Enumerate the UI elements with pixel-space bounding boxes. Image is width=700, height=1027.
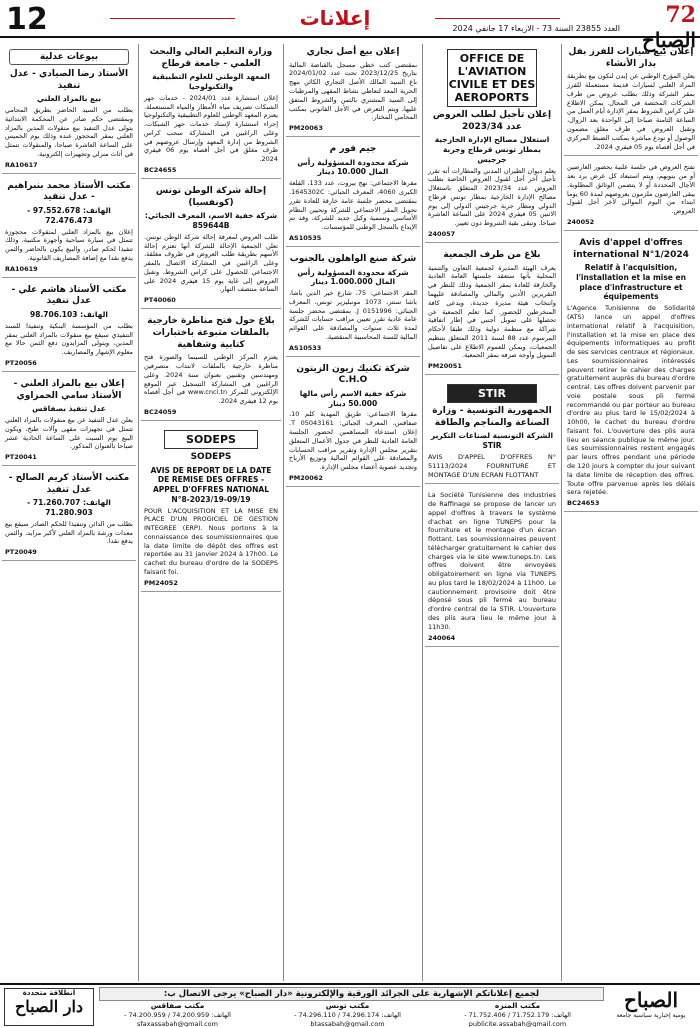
column-divider	[422, 44, 423, 981]
office-tunis: مكتب تونس الهاتف: 74.296.174 / 74.296.110 - btassabah@gmail.com	[294, 1001, 401, 1027]
footer-logo-dar-assabah[interactable]: انطلاقة متجددة دار الصباح	[4, 988, 94, 1026]
ad-block	[141, 44, 281, 179]
ad-block	[141, 313, 281, 421]
ad-reference: PM20063	[289, 124, 323, 133]
ad-reference: 240052	[567, 217, 595, 226]
ad-block	[564, 160, 698, 231]
ad-title: إعلان بيع أصل تجاري	[306, 47, 400, 57]
ad-subtitle: الشركة التونسية لصناعات التكرير STIR	[430, 431, 554, 451]
ad-body: بطلب من الدائن وتنفيذا للحكم الصادر سيقع بيع معدات ورشة بالمزاد العلني لأكبر مزايد، والثمن يدفع نقدا.	[5, 519, 133, 546]
ad-block	[286, 251, 420, 357]
ad-subtitle: شركة خفية الاسم رأس مالها 50.000 دينار	[299, 388, 407, 408]
ad-body: بطلب من المؤسسة البنكية وتنفيذا للسند التنفيذي سيقع بيع منقولات بالمزاد العلني بمقر المدين، ويتولى المزايدون دفع الثمن حالا مع معلوم الإشهار والمصاريف.	[5, 321, 133, 357]
ad-block	[425, 247, 559, 375]
section-stripe: بيوعات عدلية	[9, 49, 129, 65]
ad-body: L'Agence Tunisienne de Solidarité (ATS) lance un appel d'offres international relatif à l'acquisition, l'installation et la mise en place des équipements informatiques au profit de ses services centraux et régionaux. Les soumissionnaires intéressés peuvent retirer le cahier des charges gratuitement auprès du bureau d'ordre central. Les offres doivent parvenir par voie postale sous pli fermé recommandé ou par porteur au bureau d'ordre au plus tard le 15/02/2024 à 10h00, le cachet du bureau d'ordre faisant foi. L'ouverture des plis aura lieu en séance publique le même jour. Les soumissionnaires restent engagés par leurs offres pendant une période de 120 jours à compter du jour suivant la date limite de réception des offres. Toute offre parvenue après les délais sera rejetée.	[567, 304, 695, 497]
ad-reference: AS10533	[289, 343, 322, 352]
newspaper-logo[interactable]	[618, 2, 696, 52]
ad-reference: PT20049	[5, 548, 37, 557]
ad-title: شركة صنع الواهلون بالجنوب	[289, 253, 417, 264]
ad-subtitle: عدل تنفيذ بصفاقس	[32, 404, 106, 414]
ad-block	[2, 178, 136, 278]
ad-block	[2, 470, 136, 561]
ad-subtitle: شركة خفية الاسم، المعرف الجبائي: 859644B	[144, 211, 278, 231]
logo-accent: 72	[665, 2, 696, 28]
ad-body: المقر الاجتماعي: 75، شارع خير الدين باشا، باشا سنتر، 1073 مونبليزير تونس، المعرف الجبائي: 0151996 J. بمقتضى محضر جلسة عامة عادية تقرر تعيين مراقب حسابات للشركة لمدة ثلاث سنوات والمصادقة على القوائم المالية للسنة المحاسبية المنقضية.	[289, 289, 417, 341]
ad-subtitle: المعهد الوطني للعلوم التطبيقية والتكنولوجيا	[152, 72, 270, 92]
ad-block	[286, 44, 420, 137]
advertiser-logo: STIR	[447, 384, 537, 403]
ad-title: إعلان بيع بالمزاد العلني - الأستاذ سامي الحمزاوي	[13, 378, 125, 401]
ad-body: مقرها الاجتماعي: طريق المهدية كلم 10، صفاقس، المعرف الجبائي: 05043161 T. إعلان استدعاء المساهمين لحضور الجلسة العامة العادية للنظر في جدول الأعمال المتعلق بتقرير مجلس الإدارة وتقرير مراقب الحسابات والمصادقة على القوائم المالية وتوزيع الأرباح وتجديد عضوية أعضاء مجلس الإدارة.	[289, 410, 417, 472]
ad-title: إعلان بيع سيارات للفرز بفل بدار الأنشاء	[568, 47, 694, 69]
ad-body: يعلن المؤرخ الوطني عن إيدن لنكون بيع بطريقة المزاد العلني لسيارات قديمة مستعملة للفرز بمقر الشركة وذلك بطلب عروض من طرف الشركات المختصة في المجال. يمكن الاطلاع على كراس الشروط بمقر الإدارة أيام العمل من الساعة الثامنة صباحا إلى الواحدة بعد الزوال، وتقبل العروض في ظرف مغلق مضمون الوصول أو تودع مباشرة بمكتب الضبط المركزي في أجل أقصاه يوم 05 فيفري 2024.	[567, 72, 695, 151]
ad-reference: BC24653	[567, 499, 600, 508]
footer-logo-assabah[interactable]: الصباح يومية إخبارية سياسية جامعة	[616, 988, 686, 1019]
ad-block	[425, 379, 559, 484]
office-menzah: مكتب المنزه الهاتف: 71.752.179 / 71.752.406 - publicite.assabah@gmail.com	[464, 1001, 571, 1027]
ad-subtitle: شركة محدودة المسؤولية رأس المال 10.000 دينار	[297, 157, 409, 177]
ad-title: جيم فور م	[329, 144, 377, 155]
section-title: إعلانات	[235, 6, 435, 30]
column-divider	[561, 44, 562, 981]
ad-reference: BC24655	[144, 166, 177, 174]
ad-block	[286, 361, 420, 487]
page-number: 12	[6, 2, 48, 37]
ad-block	[2, 282, 136, 372]
ad-body: يعرف الهيئة المديرة لجمعية التعاون والتنمية المحلية بأنها ستعقد جلستها العامة العادية والخارقة للعادة بمقر الجمعية وذلك للنظر في التقريرين الأدبي والمالي والمصادقة عليهما وانتخاب هيئة مديرة جديدة، ويدعى كافة المنخرطين للحضور. كما تعلم الجمعية عن تحصلها على تمويل أجنبي في إطار اتفاقية شراكة مع منظمة دولية وذلك طبقا لأحكام المرسوم عدد 88 لسنة 2011 المتعلق بتنظيم الجمعيات، ويمكن للعموم الاطلاع على تفاصيل التمويل وأوجه صرفه بمقر الجمعية.	[428, 263, 557, 360]
ad-title: إحالة شركة الوطن تونس (كونفسيا)	[155, 186, 267, 208]
ad-reference: PM24052	[144, 578, 178, 587]
ad-body: طلب العروض لمعرفة إحالة شركة الوطن تونس. تعلن الجمعية الإحالة للشركة أنها تعتزم إحالة الأسهم بطريقة طلب العروض في ظروف مغلقة، وعلى الراغبين في المشاركة الاتصال بالمقر الاجتماعي للحصول على كراس الشروط، وتقبل العروض إلى غاية يوم 15 فيفري 2024 على الساعة منتصف النهار.	[144, 232, 278, 294]
contact-banner: لجميع إعلاناتكم الإشهارية على الجرائد الورقية والإلكترونية «دار الصباح» يرجى الاتصال ب:	[99, 987, 604, 1001]
ad-reference: BC24059	[144, 407, 177, 416]
ad-block	[2, 376, 136, 466]
advertiser-logo: OFFICE DE L'AVIATION CIVILE ET DES AEROPORTS	[447, 49, 537, 107]
ad-body: POUR L'ACQUISITION ET LA MISE EN PLACE D'UN PROGICIEL DE GESTION INTEGREE (ERP). Nous portons à la connaissance des soumissionnaires que la date limite de dépôt des offres est reportée au 31 janvier 2024 à 17h00. Le cachet du bureau d'ordre de la SODEPS faisant foi.	[144, 506, 278, 576]
ad-subtitle: الهاتف: 97.552.678 - 72.476.473	[27, 206, 111, 225]
ad-body: AVIS D'APPEL D'OFFRES N° 51113/2024 FOURNITURE ET MONTAGE D'UN ECRAN FLOTTANT	[428, 452, 556, 479]
ad-title: مكتب الأستاذ هاشم علي - عدل تنفيذ	[11, 284, 127, 307]
column-5-judicial-sales	[2, 44, 136, 981]
ad-body: إعلان استشارة عدد 2024/01 - خدمات جهر الشبكات تصريف مياه الأمطار والمياه المستعملة. يعتزم المعهد الوطني للعلوم التطبيقية والتكنولوجيا إجراء استشارة لإسناد خدمات جهر الشبكات، وعلى الراغبين في المشاركة سحب كراس الشروط من إدارة المعهد وإرسال عروضهم في ظرف مغلق في أجل أقصاه يوم 06 فيفري 2024.	[144, 93, 278, 164]
ad-title: وزارة التعليم العالي والبحث العلمي - جامعة قرطاج	[149, 47, 273, 69]
column-1	[564, 44, 698, 981]
ad-block	[286, 141, 420, 247]
ad-title: الجمهورية التونسية - وزارة الصناعة والمناجم والطاقة	[432, 406, 552, 428]
ad-block	[425, 488, 559, 646]
ad-title: مكتب الأستاذ كريم الصالح - عدل تنفيذ	[8, 473, 130, 495]
office-sfax: مكتب صفاقس الهاتف: 74.200.959 / 74.200.959 - sfaxassabah@gmail.com	[124, 1001, 231, 1027]
ad-body: La Société Tunisienne des Industries de Raffinage se propose de lancer un appel d'offres à travers le système d'achat en ligne TUNEPS pour la fourniture et le montage d'un écran flottant. Les soumissionnaires peuvent télécharger gratuitement le cahier des charges via le site www.tuneps.tn. Les offres doivent être envoyées obligatoirement en ligne via TUNEPS au plus tard le 18/02/2024 à 11h00. Le cautionnement provisoire doit être déposé sous pli fermé au bureau d'ordre central de la STIR. L'ouverture des plis aura lieu le même jour à 11h30.	[428, 491, 556, 631]
ad-reference: 240057	[428, 229, 456, 238]
ad-subtitle: Relatif à l'acquisition, l'installation et la mise en place d'infrastructure et équipements	[576, 263, 686, 302]
ad-body: يعلم ديوان الطيران المدني والمطارات أنه تقرر تأجيل آخر أجل لقبول العروض الخاصة بطلب العروض عدد 2023/34 المتعلق باستغلال مصالح الإدارة الخارجية بمطار تونس قرطاج الدولي ومطار جربة جرجيس الدولي إلى يوم الاثنين 05 فيفري 2024 على الساعة العاشرة صباحا. وتبقى بقية الشروط دون تغيير.	[428, 166, 556, 228]
ad-body: مقرها الاجتماعي: نهج بيروت، عدد 133، القلعة الكبرى 4060، المعرف الجبائي: 1645302C. بمقتضى محضر جلسة عامة خارقة للعادة تقرر تحويل المقر الاجتماعي للشركة وتحيين النظام الأساسي وتسمية وكيل جديد للشركة، وقد تم الإيداع بالسجل الوطني للمؤسسات.	[289, 179, 418, 232]
column-divider	[138, 44, 139, 981]
ad-reference: PT20041	[5, 453, 37, 462]
ad-body: تفتح العروض في جلسة علنية بحضور العارضين أو من ينوبهم، ويتم استبعاد كل عرض يرد بعد الآجال المحددة أو لا يتضمن الوثائق المطلوبة. يبقى العارضون ملزمون بعروضهم لمدة 60 يوما ابتداء من اليوم الموالي لآخر أجل لقبول العروض.	[567, 163, 695, 216]
ad-title: بلاغ من طرف الجمعية	[443, 249, 541, 260]
ad-subtitle: AVIS DE REPORT DE LA DATE DE REMISE DES OFFRES - APPEL D'OFFRES NATIONAL N°8-2023/19-09/19	[150, 465, 272, 504]
ad-reference: RA10619	[5, 264, 38, 273]
ad-reference: RA10617	[5, 160, 38, 169]
ad-subtitle: شركة محدودة المسؤولية رأس المال 1.000.000 دينار	[297, 267, 409, 287]
ad-subtitle: الهاتف: 98.706.103	[30, 310, 108, 320]
ad-reference: PM20051	[428, 362, 462, 371]
ad-body: إعلان بيع بالمزاد العلني لمنقولات محجوزة تتمثل في سيارة سياحية وأجهزة مكتبية، وذلك تنفيذا لحكم صادر، والبيع يكون بالحاضر والثمن يدفع نقدا مع إضافة المصاريف القانونية.	[5, 227, 133, 262]
ad-title: بلاغ حول فتح مناظرة خارجية بالملفات متبوعة باختبارات كتابية وشفاهية	[147, 316, 275, 350]
ad-block	[141, 183, 281, 309]
ad-subtitle: استغلال مصالح الإدارة الخارجية بمطار تونس قرطاج وجربة جرجيس	[434, 135, 550, 164]
page-footer	[0, 983, 700, 1027]
ad-block	[2, 44, 136, 174]
ad-reference: 240064	[428, 633, 456, 642]
ad-title: إعلان تأجيل لطلب العروض عدد 2023/34	[432, 110, 552, 132]
ad-reference: PM20062	[289, 473, 323, 482]
ad-body: يعلن عدل التنفيذ عن بيع منقولات بالمزاد العلني تتمثل في تجهيزات مقهى وآلات طبخ، ويكون البيع يوم السبت على الساعة الحادية عشر صباحا بالعنوان المذكور.	[5, 415, 133, 451]
issue-line: العدد 23855 السنة 73 - الاربعاء 17 جانفي 2024	[452, 24, 620, 33]
ad-title: شركة تكنيك زيون الزيتون C.H.O	[296, 363, 410, 386]
column-4	[141, 44, 281, 981]
ad-reference: PT40060	[144, 296, 176, 305]
ad-title: SODEPS	[190, 451, 232, 462]
ad-reference: AS10535	[289, 233, 322, 242]
column-3	[286, 44, 420, 981]
column-divider	[283, 44, 284, 981]
ad-body: بطلب من السيد الحاضر بطريق المحامي وبمقتضى حكم صادر عن المحكمة الابتدائية يتولى عدل التنفيذ بيع منقولات المدين بالمزاد العلني بمقر المحجوز عنده وذلك يوم الخميس على الساعة العاشرة صباحا، والمنقولات تتمثل في أثاث منزلي وتجهيزات إلكترونية.	[5, 106, 133, 158]
ad-block	[564, 44, 698, 156]
ad-block	[141, 425, 281, 592]
ad-block	[564, 235, 698, 512]
ad-block	[425, 44, 559, 243]
ad-title: Avis d'appel d'offres international N°1/2024	[573, 237, 689, 260]
ad-subtitle: الهاتف: 71.260.707 - 71.280.903	[27, 498, 111, 518]
column-2	[425, 44, 559, 981]
ad-body: بمقتضى كتب خطي مسجل بالقباضة المالية بتاريخ 2023/12/25 تحت عدد 2024/01/02 باع السيد المالك الأصل التجاري الكائن بنهج الحرية المعد لتعاطي نشاط المقهى والمرطبات إلى السيد المشتري بالثمن والشروط المتفق عليها، ويتم التعرض في الأجل القانوني بمكتب المحامي المختار.	[289, 60, 417, 122]
ad-body: يعتزم المركز الوطني للسينما والصورة فتح مناظرة خارجية بالملفات لانتداب متصرفين ومهندسين وتقنيين بعنوان سنة 2024. وعلى الراغبين في المشاركة التسجيل عبر الموقع الإلكتروني للمركز www.cnci.tn في أجل أقصاه يوم 12 فيفري 2024.	[144, 353, 278, 406]
ad-title: الأستاذ رضا الصيادي - عدل تنفيذ	[9, 69, 129, 91]
ad-reference: PT20056	[5, 358, 37, 367]
ad-subtitle: بيع بالمزاد العلني	[36, 94, 102, 104]
logo-text: الصباح	[641, 28, 696, 52]
advertiser-logo: SODEPS	[164, 430, 258, 449]
ad-title: مكتب الأستاذ محمد بنبراهيم - عدل تنفيذ	[7, 180, 131, 203]
